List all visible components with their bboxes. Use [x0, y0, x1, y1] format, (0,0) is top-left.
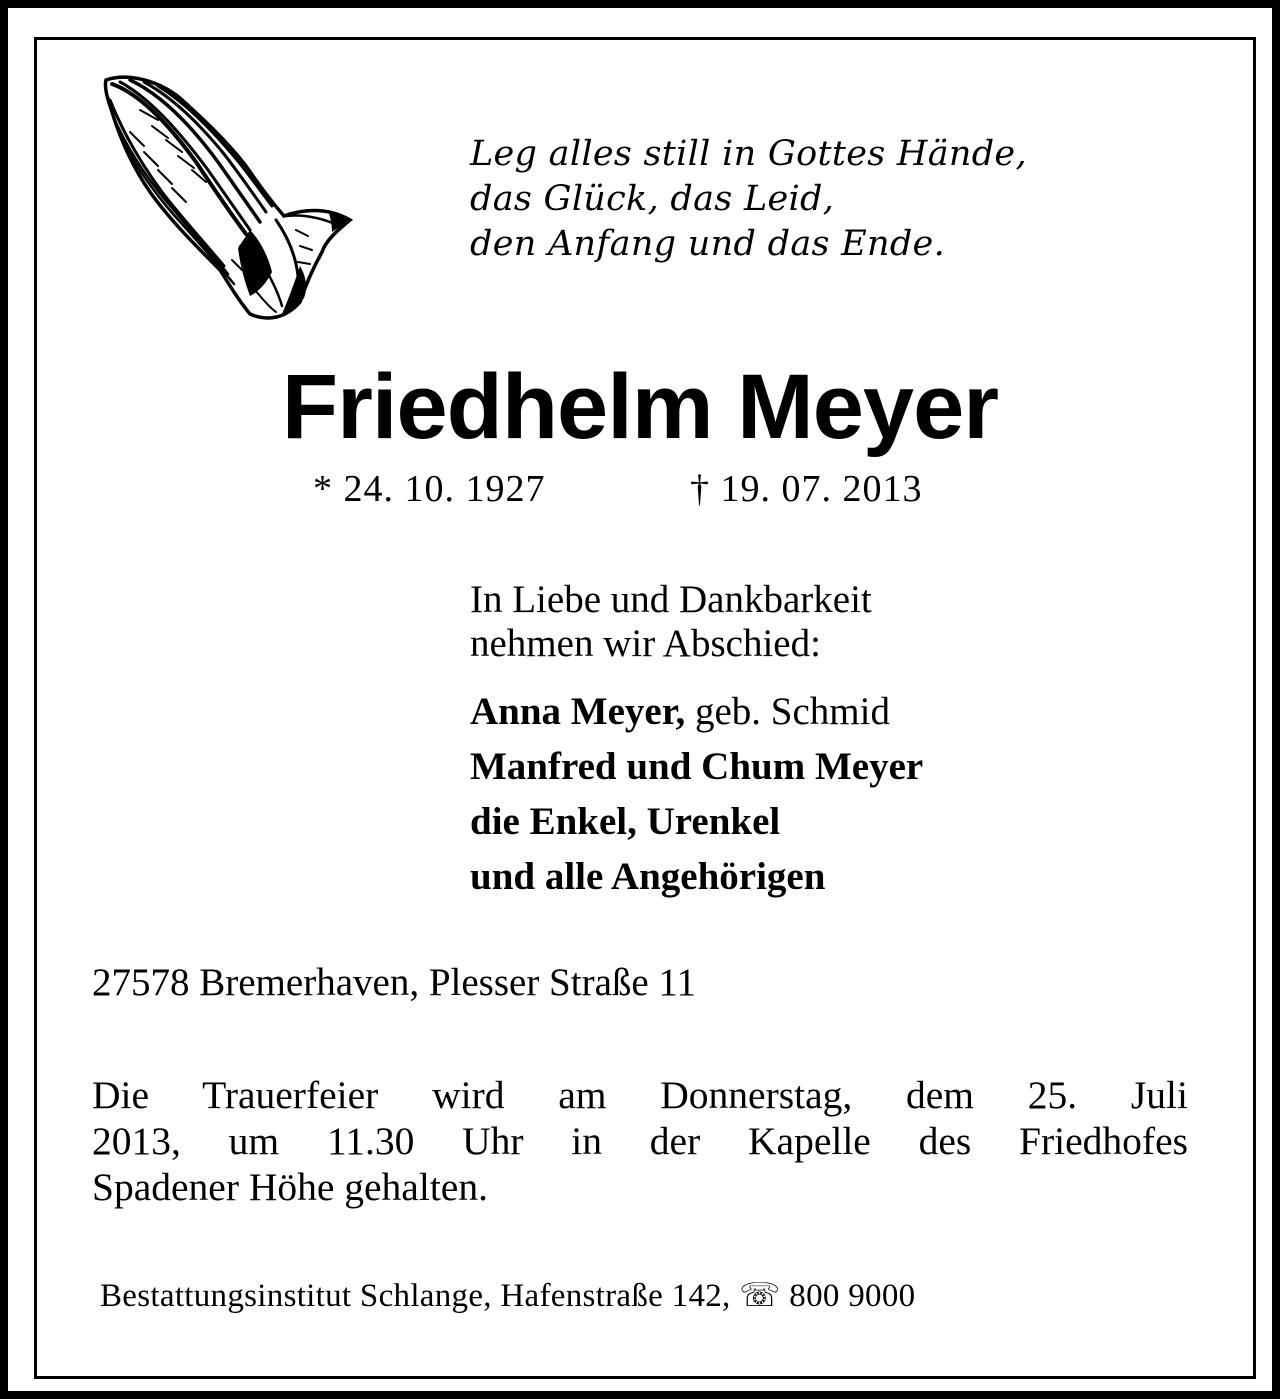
deceased-name: Friedhelm Meyer: [281, 356, 999, 458]
farewell-text: [470, 578, 872, 666]
motto-line: das Glück, das Leid,: [470, 179, 835, 219]
mourner-widow: [470, 684, 923, 739]
mourner-relatives: und alle Angehörigen: [470, 855, 826, 898]
widow-maiden-name: geb. Schmid: [685, 690, 890, 733]
birth-date: * 24. 10. 1927: [313, 468, 546, 510]
death-date: † 19. 07. 2013: [690, 468, 923, 510]
ceremony-line: Die Trauerfeier wird am Donnerstag, dem 25. Juli: [92, 1073, 1188, 1117]
mourner-grandchildren: die Enkel, Urenkel: [470, 800, 781, 843]
obituary-page: [8, 8, 1272, 1391]
mourner-children: Manfred und Chum Meyer: [470, 745, 924, 788]
funeral-home-phone: 800 9000: [780, 1278, 916, 1314]
mourning-address: 27578 Bremerhaven, Plesser Straße 11: [92, 961, 696, 1004]
motto-line: den Anfang und das Ende.: [470, 224, 945, 264]
motto-verse: [470, 132, 1027, 267]
funeral-home-line: [100, 1274, 915, 1318]
mourners-list: [470, 684, 923, 904]
phone-icon: ☏: [739, 1278, 781, 1314]
widow-name: Anna Meyer,: [470, 690, 686, 733]
farewell-line: nehmen wir Abschied:: [470, 622, 821, 665]
ceremony-notice: [92, 1072, 1188, 1210]
ceremony-line: 2013, um 11.30 Uhr in der Kapelle des Friedhofes: [92, 1119, 1188, 1163]
motto-line: Leg alles still in Gottes Hände,: [470, 134, 1027, 174]
ceremony-line: Spadener Höhe gehalten.: [92, 1165, 488, 1209]
funeral-home-text: Bestattungsinstitut Schlange, Hafenstraße 142,: [100, 1278, 740, 1314]
farewell-line: In Liebe und Dankbarkeit: [470, 578, 872, 621]
praying-hands-icon: [100, 70, 362, 328]
